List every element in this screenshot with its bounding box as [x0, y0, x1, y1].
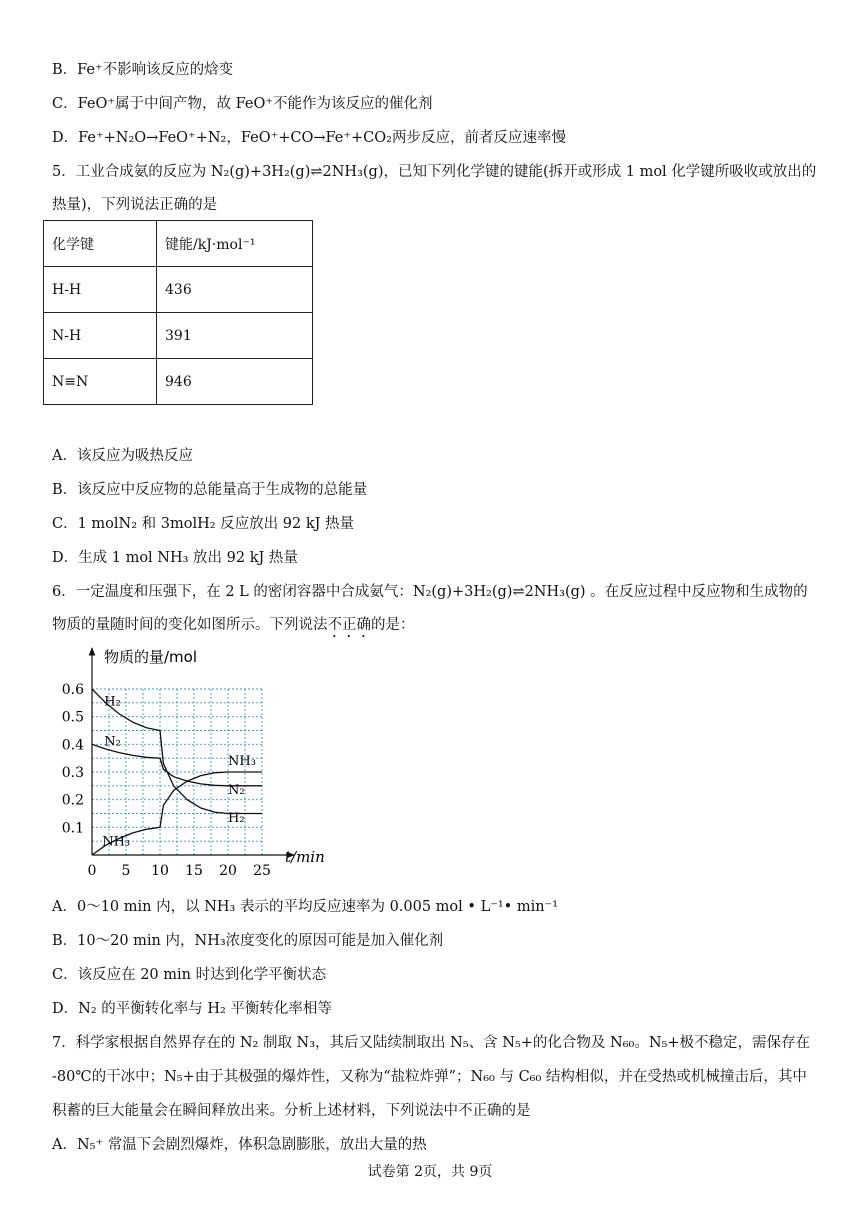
q6-stem-emphasis: 不正确: [327, 617, 371, 633]
q7-stem-line1: 7．科学家根据自然界存在的 N₂ 制取 N₃，其后又陆续制取出 N₅、含 N₅+的化合物及 N₆₀。N₅+极不稳定，需保存在: [52, 1035, 810, 1051]
q6-stem-post: 的是：: [371, 617, 415, 633]
y-tick-labels: [62, 682, 84, 836]
table-cell: 946: [157, 359, 313, 405]
table-cell: N≡N: [44, 359, 157, 405]
q6-option-b: B．10～20 min 内，NH₃浓度变化的原因可能是加入催化剂: [52, 933, 444, 949]
q7-stem-line3: 积蓄的巨大能量会在瞬间释放出来。分析上述材料，下列说法中不正确的是: [52, 1103, 531, 1119]
q6-stem-pre: 物质的量随时间的变化如图所示。下列说法: [52, 617, 328, 633]
q5-option-a: A．该反应为吸热反应: [52, 448, 193, 464]
q5-option-b: B．该反应中反应物的总能量高于生成物的总能量: [52, 482, 368, 498]
table-row: [44, 359, 313, 405]
series-label: N₂: [104, 734, 121, 750]
table-cell: 436: [157, 267, 313, 313]
table-header-cell: 化学键: [44, 221, 157, 267]
q6-stem-line2: [52, 615, 415, 641]
series-label: H₂: [228, 810, 245, 826]
q6-option-c: C．该反应在 20 min 时达到化学平衡状态: [52, 967, 327, 983]
q6-stem-line1: 6．一定温度和压强下，在 2 L 的密闭容器中合成氨气：N₂(g)+3H₂(g)⇌2NH₃(g) 。在反应过程中反应物和生成物的: [52, 584, 808, 600]
q5-option-d: D．生成 1 mol NH₃ 放出 92 kJ 热量: [52, 550, 298, 566]
y-tick-label: 0.2: [61, 792, 84, 809]
y-tick-label: 0.5: [61, 709, 84, 726]
y-tick-label: 0.6: [61, 682, 84, 698]
y-tick-label: 0.1: [61, 820, 84, 837]
q4-option-c: C．FeO⁺属于中间产物，故 FeO⁺不能作为该反应的催化剂: [52, 96, 433, 112]
x-tick-label: 15: [185, 863, 203, 877]
table-cell: N-H: [44, 313, 157, 359]
table-cell: 391: [157, 313, 313, 359]
x-axis-label: t/min: [285, 848, 325, 866]
q7-option-a: A．N₅⁺ 常温下会剧烈爆炸，体积急剧膨胀，放出大量的热: [52, 1137, 427, 1153]
series-label: H₂: [104, 694, 121, 710]
table-header-row: [44, 221, 313, 267]
page-footer: 试卷第 2页，共 9页: [367, 1164, 493, 1180]
q7-stem-line2: -80℃的干冰中；N₅+由于其极强的爆炸性，又称为“盐粒炸弹”；N₆₀ 与 C₆₀ 结构相似，并在受热或机械撞击后，其中: [52, 1069, 807, 1085]
x-tick-labels: [88, 863, 271, 877]
bond-energy-table: [43, 220, 313, 405]
table-header-cell: 键能/kJ·mol⁻¹: [157, 221, 313, 267]
q5-option-c: C．1 molN₂ 和 3molH₂ 反应放出 92 kJ 热量: [52, 516, 355, 532]
x-tick-label: 20: [219, 863, 237, 877]
x-tick-label: 25: [253, 863, 271, 877]
series-label: NH₃: [102, 834, 131, 850]
x-tick-label: 5: [121, 863, 131, 877]
q6-option-a: A．0～10 min 内，以 NH₃ 表示的平均反应速率为 0.005 mol • L⁻¹• min⁻¹: [52, 899, 559, 915]
table-row: [44, 313, 313, 359]
q5-stem-line1: 5．工业合成氨的反应为 N₂(g)+3H₂(g)⇌2NH₃(g)，已知下列化学键的键能(拆开或形成 1 mol 化学键所吸收或放出的: [52, 164, 817, 180]
y-axis-label: 物质的量/mol: [104, 648, 198, 666]
x-tick-label: 10: [151, 863, 169, 877]
q6-option-d: D．N₂ 的平衡转化率与 H₂ 平衡转化率相等: [52, 1001, 332, 1017]
x-tick-label: 0: [87, 863, 97, 877]
series-label: NH₃: [228, 754, 256, 770]
nh3-synthesis-chart: [52, 642, 332, 877]
table-row: [44, 267, 313, 313]
q4-option-b: B．Fe⁺不影响该反应的焓变: [52, 62, 234, 78]
q4-option-d: D．Fe⁺+N₂O→FeO⁺+N₂，FeO⁺+CO→Fe⁺+CO₂两步反应，前者反应速率慢: [52, 130, 566, 146]
table-cell: H-H: [44, 267, 157, 313]
q5-stem-line2: 热量)，下列说法正确的是: [52, 197, 218, 213]
series-label: N₂: [228, 783, 245, 799]
y-tick-label: 0.3: [61, 765, 84, 781]
y-tick-label: 0.4: [61, 737, 84, 754]
